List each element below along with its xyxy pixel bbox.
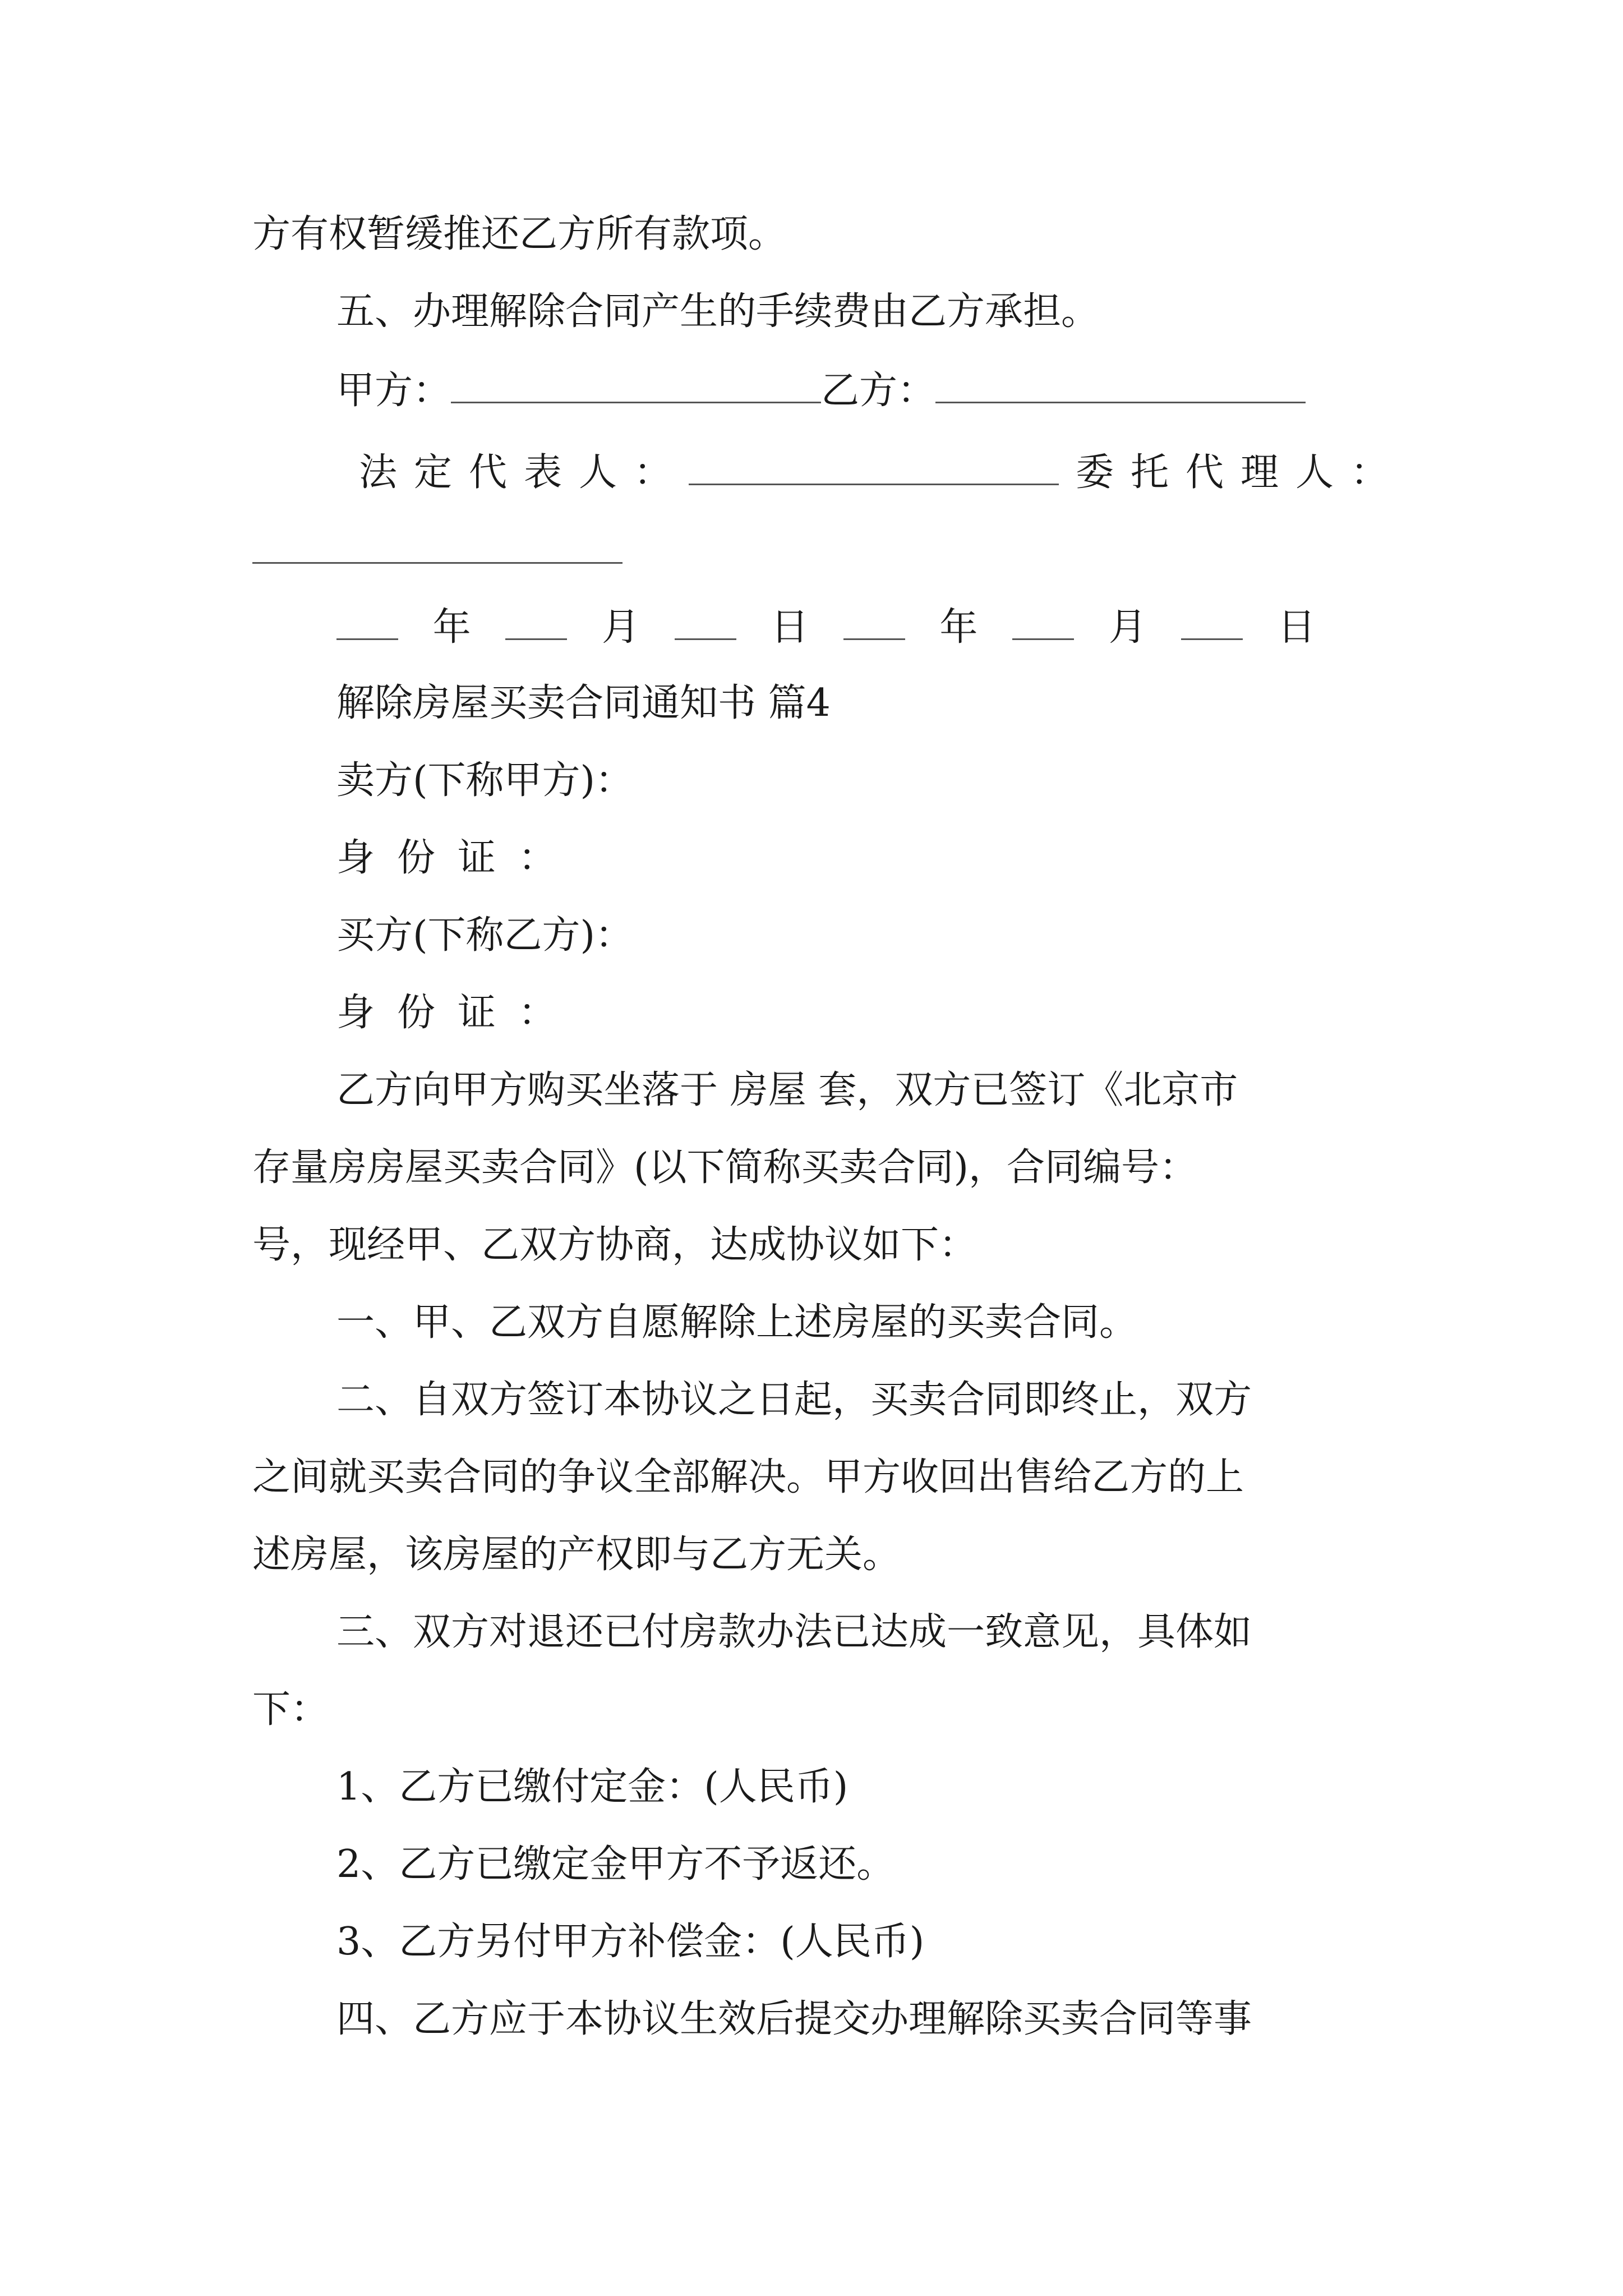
paragraph-line: 存量房房屋买卖合同》(以下简称买卖合同)，合同编号： bbox=[252, 1145, 1198, 1190]
list-item: 1、乙方已缴付定金：(人民币) bbox=[336, 1765, 849, 1809]
buyer-id-line: 身份证： bbox=[336, 991, 579, 1035]
clause-one: 一、甲、乙双方自愿解除上述房屋的买卖合同。 bbox=[336, 1300, 1138, 1345]
authorized-agent-label: 委托代理人： bbox=[1076, 450, 1406, 495]
paragraph-line: 之间就买卖合同的争议全部解决。甲方收回出售给乙方的上 bbox=[252, 1455, 1244, 1499]
paragraph-line: 下： bbox=[252, 1687, 329, 1732]
paragraph-line: 号，现经甲、乙双方协商，达成协议如下： bbox=[252, 1223, 978, 1267]
list-item: 2、乙方已缴定金甲方不予返还。 bbox=[336, 1842, 895, 1887]
date-blank bbox=[675, 607, 736, 640]
seller-line: 卖方(下称甲方)： bbox=[336, 758, 634, 803]
month-label: 月 bbox=[1108, 605, 1147, 650]
legal-representative-label: 法定代表人： bbox=[359, 450, 689, 495]
clause-three: 三、双方对退还已付房款办法已达成一致意见，具体如 bbox=[336, 1610, 1252, 1654]
signature-parties-row bbox=[336, 369, 1306, 413]
representatives-row bbox=[359, 450, 1406, 495]
paragraph-line: 方有权暂缓推还乙方所有款项。 bbox=[252, 212, 787, 256]
party-b-label: 乙方： bbox=[821, 369, 936, 413]
date-blank bbox=[1181, 607, 1243, 640]
authorized-agent-blank bbox=[252, 531, 623, 564]
party-a-label: 甲方： bbox=[336, 369, 451, 413]
party-b-blank bbox=[935, 370, 1306, 403]
date-blank bbox=[505, 607, 567, 640]
date-blank bbox=[843, 607, 905, 640]
year-label: 年 bbox=[939, 605, 978, 650]
month-label: 月 bbox=[601, 605, 640, 650]
day-label: 日 bbox=[771, 605, 809, 650]
clause-four: 四、乙方应于本协议生效后提交办理解除买卖合同等事 bbox=[336, 1997, 1252, 2041]
paragraph-line: 乙方向甲方购买坐落于 房屋 套，双方已签订《北京市 bbox=[336, 1068, 1238, 1112]
day-label: 日 bbox=[1277, 605, 1316, 650]
authorized-agent-blank-row bbox=[252, 531, 623, 570]
list-item: 3、乙方另付甲方补偿金：(人民币) bbox=[336, 1920, 925, 1964]
section-heading: 解除房屋买卖合同通知书 篇4 bbox=[336, 681, 831, 725]
paragraph-line: 述房屋，该房屋的产权即与乙方无关。 bbox=[252, 1533, 901, 1577]
buyer-line: 买方(下称乙方)： bbox=[336, 913, 634, 958]
party-a-blank bbox=[451, 370, 821, 403]
date-blank bbox=[336, 607, 398, 640]
date-blank bbox=[1012, 607, 1074, 640]
clause-five: 五、办理解除合同产生的手续费由乙方承担。 bbox=[336, 289, 1100, 334]
date-row bbox=[336, 605, 1338, 650]
seller-id-line: 身份证： bbox=[336, 836, 579, 880]
year-label: 年 bbox=[432, 605, 471, 650]
legal-representative-blank bbox=[689, 452, 1059, 485]
clause-two: 二、自双方签订本协议之日起，买卖合同即终止，双方 bbox=[336, 1378, 1252, 1422]
